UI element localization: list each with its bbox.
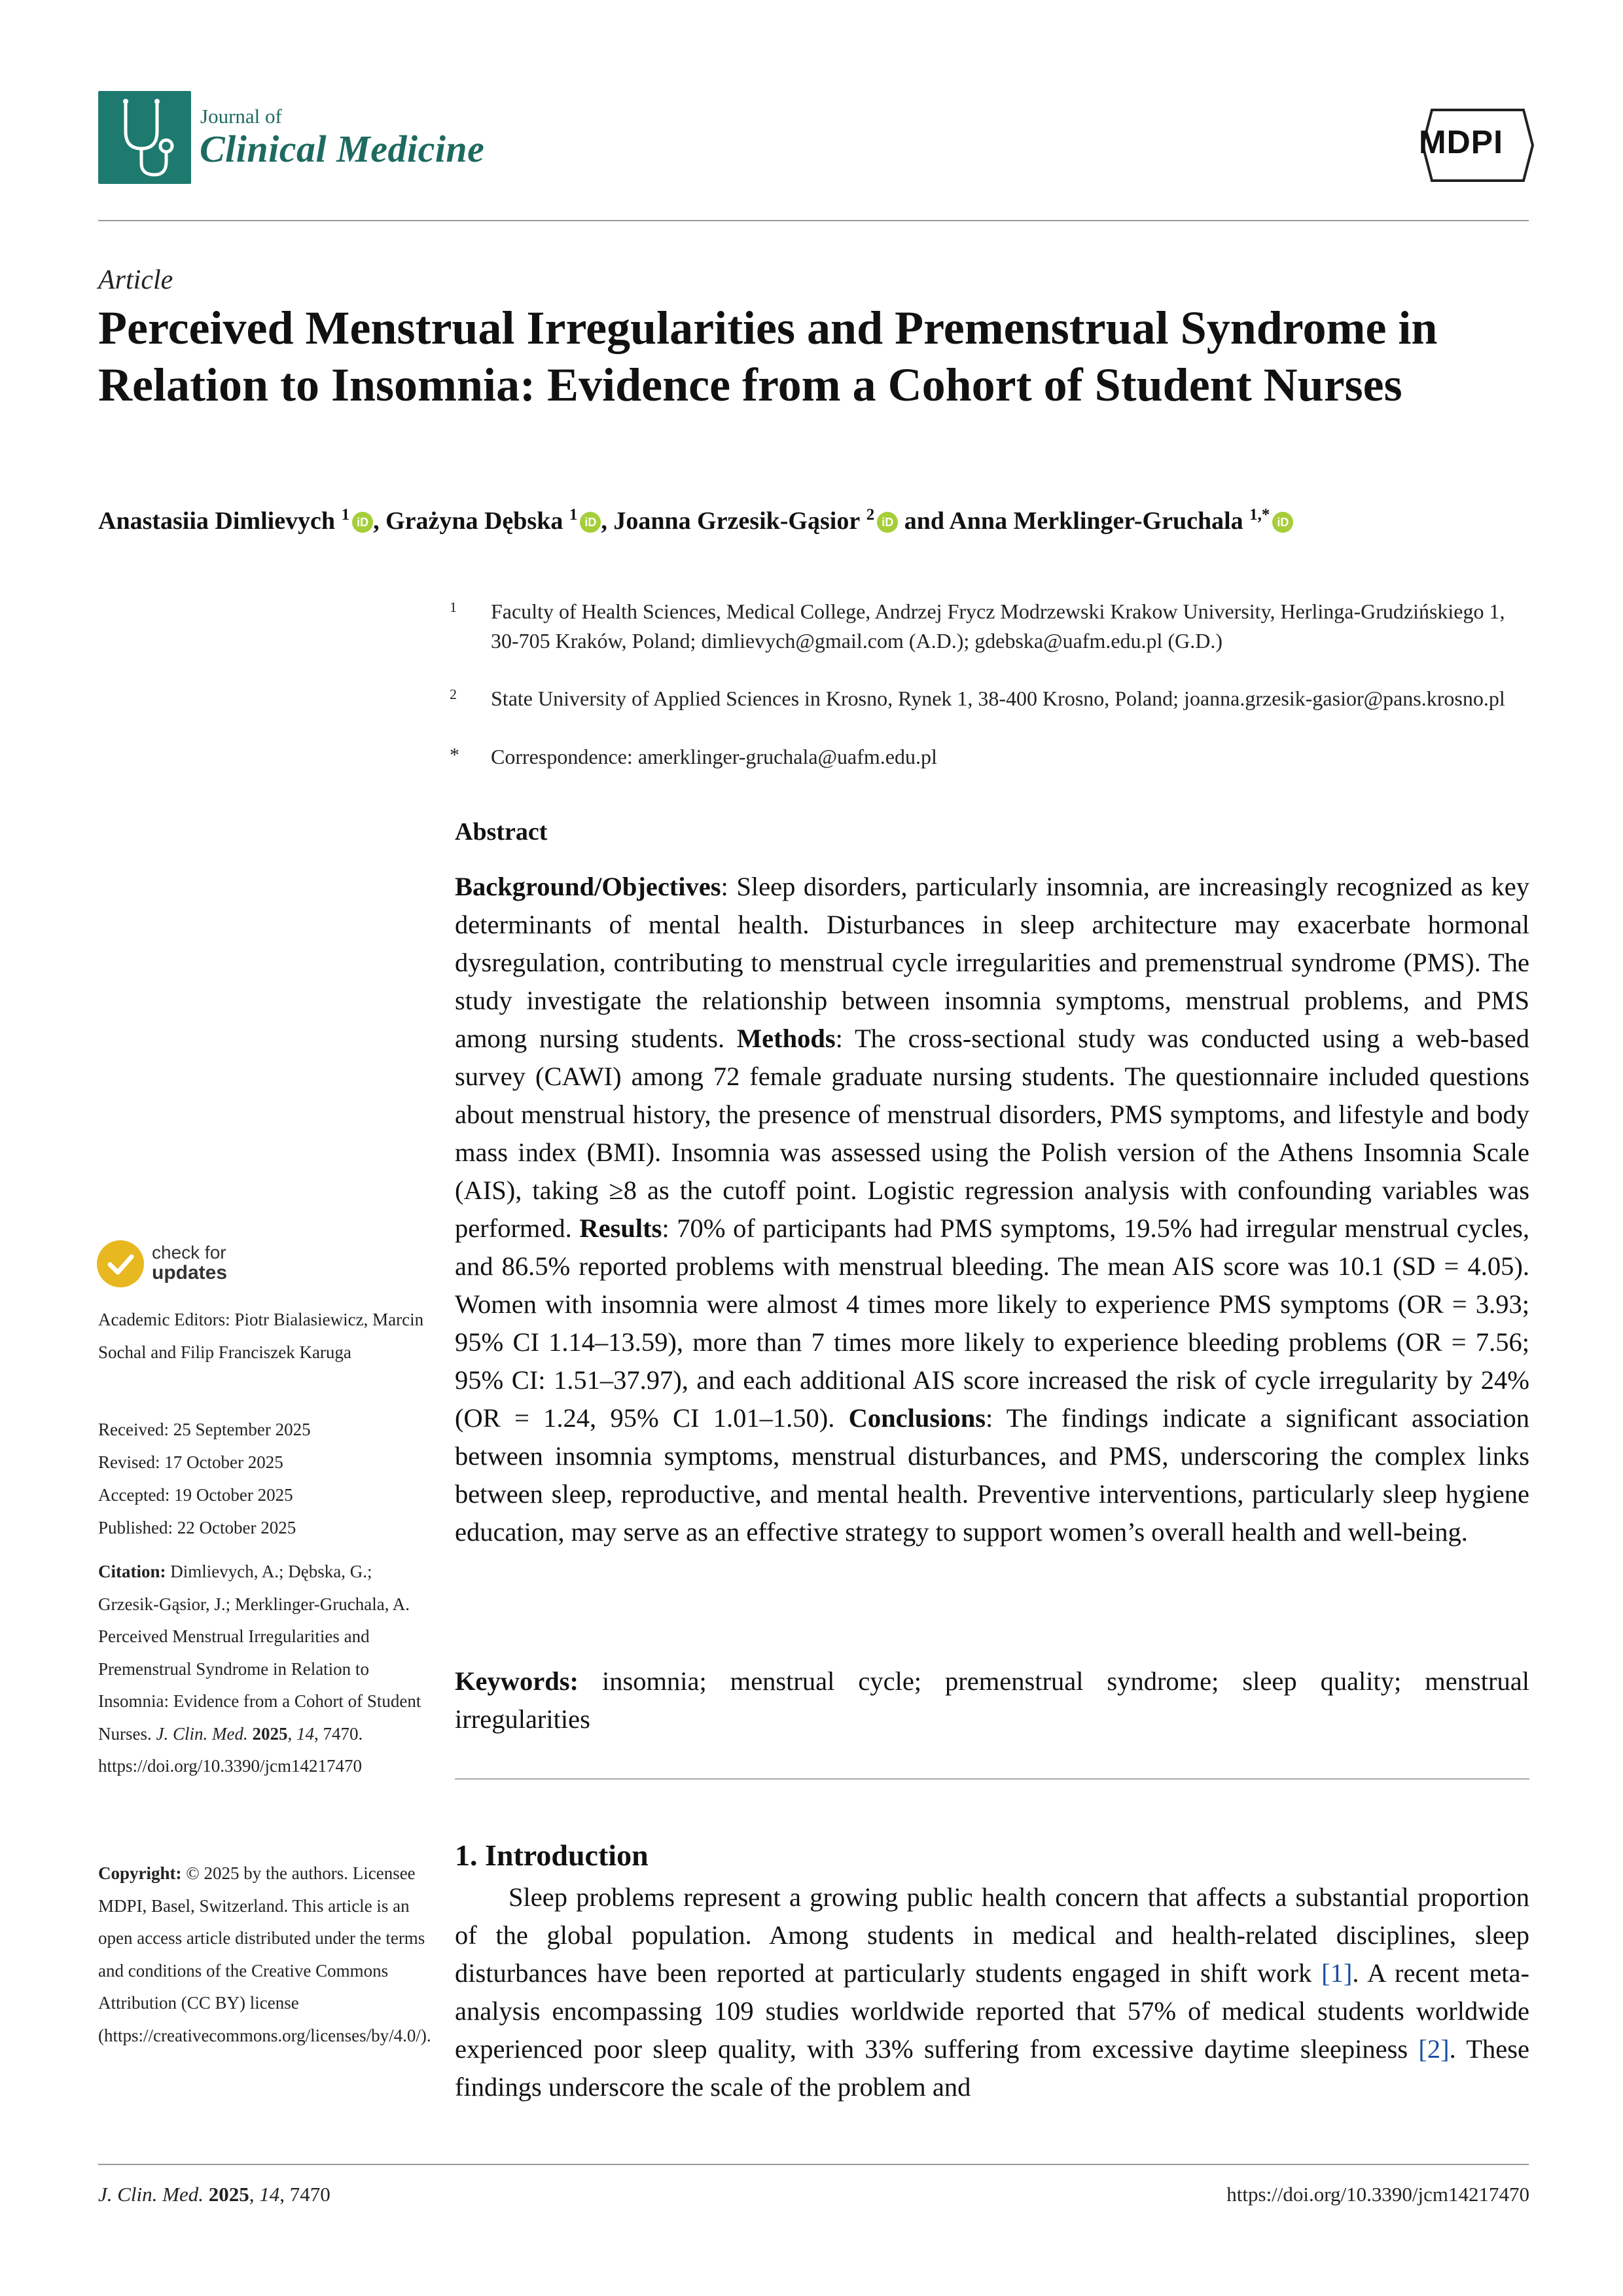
check-for-updates-icon[interactable] [97,1240,144,1287]
citation-journal: J. Clin. Med. [156,1723,248,1744]
author-list [98,507,1558,535]
abstract-section-label: Conclusions [848,1403,986,1433]
check-for-updates-label[interactable]: updates [152,1262,228,1283]
accepted-date: Accepted: 19 October 2025 [98,1485,293,1505]
copyright-label: Copyright: [98,1863,182,1883]
article-type: Article [98,265,173,295]
article-title: Perceived Menstrual Irregularities and Premenstrual Syndrome in Relation to Insomnia: Evidence from a Cohort of Student Nurses [98,302,1438,411]
publisher-logo [1412,105,1534,186]
copyright-text: © 2025 by the authors. Licensee MDPI, Basel, Switzerland. This article is an open access article distributed under the terms and conditions of the Creative Commons Attribution (CC BY) license (https://creativecommons.org/licenses/by/4.0/). [98,1863,431,2045]
journal-name: Clinical Medicine [200,128,485,170]
affiliation-text: State University of Applied Sciences in Krosno, Rynek 1, 38-400 Krosno, Poland; joanna.grzesik-gasior@pans.krosno.pl [491,687,1505,710]
affiliation-number: 2 [450,686,457,702]
abstract-section-label: Background/Objectives [455,872,721,901]
orcid-icon[interactable]: iD [1272,512,1293,533]
journal-logo [98,91,191,184]
author-separator: and [898,507,950,535]
paragraph-text: . A recent meta-analysis encompassing 109 studies worldwide reported that 57% of medical students worldwide experienced poor sleep quality, with 33% suffering from excessive daytime sleepiness [455,1958,1530,2064]
footer-year: 2025 [204,2183,249,2206]
abstract-heading: Abstract [455,818,548,846]
affiliation-text: Faculty of Health Sciences, Medical College, Andrzej Frycz Modrzewski Krakow University, Herlinga-Grudzińskiego 1, 30-705 Kraków, Poland; dimlievych@gmail.com (A.D.); gdebska@uafm.edu.pl (G.D.) [491,600,1505,653]
abstract-text: : The findings indicate a significant association between insomnia symptoms, menstrual disturbances, and PMS, underscoring the complex links between sleep, reproductive, and mental health. Preventive interventions, particularly sleep hygiene education, may serve as an effective strategy to support women’s overall health and well-being. [455,1403,1530,1547]
revised-date: Revised: 17 October 2025 [98,1452,283,1472]
orcid-icon[interactable]: iD [877,512,898,533]
author-separator: , [373,507,386,535]
footer-article-number: , 7470 [279,2183,330,2206]
author-affiliation-mark: 1 [341,506,350,524]
orcid-icon[interactable]: iD [352,512,373,533]
citation-year: 2025 [247,1723,288,1744]
abstract-body [455,868,1529,1551]
author-name[interactable]: Anna Merklinger-Gruchala [949,507,1243,535]
footer-journal: J. Clin. Med. [98,2183,204,2206]
academic-editors: Academic Editors: Piotr Bialasiewicz, Marcin Sochal and Filip Franciszek Karuga [98,1310,424,1362]
journal-of-label: Journal of [200,105,282,128]
citation-label: Citation: [98,1562,166,1581]
check-for-updates-label[interactable]: check for [152,1242,226,1263]
citation-doi[interactable]: , 7470. https://doi.org/10.3390/jcm14217470 [98,1723,363,1776]
header-divider [98,220,1529,221]
citation-link[interactable]: [2] [1418,2034,1450,2064]
abstract-section-label: Results [579,1213,662,1243]
author-name[interactable]: Grażyna Dębska [385,507,563,535]
author-affiliation-mark: 1,* [1249,506,1270,524]
received-date: Received: 25 September 2025 [98,1420,311,1439]
orcid-icon[interactable]: iD [580,512,601,533]
footer-doi[interactable]: https://doi.org/10.3390/jcm14217470 [1226,2183,1529,2206]
keywords-text: insomnia; menstrual cycle; premenstrual syndrome; sleep quality; menstrual irregularities [455,1666,1529,1734]
paragraph-text: Sleep problems represent a growing public health concern that affects a substantial proportion of the global population. Among students in medical and health-related disciplines, sleep disturbances have been reported at particularly students engaged in shift work [455,1882,1529,1988]
keywords-label: Keywords: [455,1666,579,1696]
abstract-text: : The cross-sectional study was conducted using a web-based survey (CAWI) among 72 female graduate nursing students. The questionnaire included questions about menstrual history, the presence of menstrual disorders, PMS symptoms, and lifestyle and body mass index (BMI). Insomnia was assessed using the Polish version of the Athens Insomnia Scale (AIS), taking ≥8 as the cutoff point. Logistic regression analysis with confounding variables was performed. [455,1024,1529,1243]
author-affiliation-mark: 1 [569,506,578,524]
footer-journal-ref [98,2183,330,2206]
publisher-name: MDPI [1419,124,1503,160]
abstract-text: : 70% of participants had PMS symptoms, 19.5% had irregular menstrual cycles, and 86.5% reported problems with menstrual bleeding. The mean AIS score was 10.1 (SD = 4.05). Women with insomnia were almost 4 times more likely to experience PMS symptoms (OR = 3.93; 95% CI 1.14–13.59), more than 7 times more likely to experience bleeding problems (OR = 7.56; 95% CI: 1.51–37.97), and each additional AIS score increased the risk of cycle irregularity by 24% (OR = 1.24, 95% CI 1.01–1.50). [455,1213,1529,1433]
author-separator: , [601,507,614,535]
citation-volume: , 14 [287,1723,314,1744]
section-heading-introduction: 1. Introduction [455,1839,649,1872]
keywords [455,1662,1529,1738]
published-date: Published: 22 October 2025 [98,1518,296,1537]
correspondence-mark: * [450,744,459,766]
author-affiliation-mark: 2 [866,506,875,524]
affiliation-number: 1 [450,599,457,615]
citation-block [98,1556,425,1783]
copyright-block [98,1857,431,2052]
author-name[interactable]: Joanna Grzesik-Gąsior [613,507,861,535]
footer-divider [98,2164,1529,2165]
section-divider [455,1778,1529,1780]
abstract-text: : Sleep disorders, particularly insomnia, are increasingly recognized as key determinants of mental health. Disturbances in sleep architecture may exacerbate hormonal dysregulation, contributing to menstrual cycle irregularities and premenstrual syndrome (PMS). The study investigate the relationship between insomnia symptoms, menstrual problems, and PMS among nursing students. [455,872,1529,1053]
introduction-paragraph [455,1878,1529,2106]
footer-volume: , 14 [249,2183,280,2206]
correspondence-text[interactable]: Correspondence: amerklinger-gruchala@uafm.edu.pl [491,745,937,768]
author-name[interactable]: Anastasiia Dimlievych [98,507,336,535]
abstract-section-label: Methods [736,1024,836,1053]
stethoscope-icon [98,91,191,184]
paragraph-text: . These findings underscore the scale of the problem and [455,2034,1529,2102]
citation-text: Dimlievych, A.; Dębska, G.; Grzesik-Gąsior, J.; Merklinger-Gruchala, A. Perceived Menstrual Irregularities and Premenstrual Syndrome in Relation to Insomnia: Evidence from a Cohort of Student Nurses. [98,1562,421,1744]
citation-link[interactable]: [1] [1321,1958,1353,1988]
